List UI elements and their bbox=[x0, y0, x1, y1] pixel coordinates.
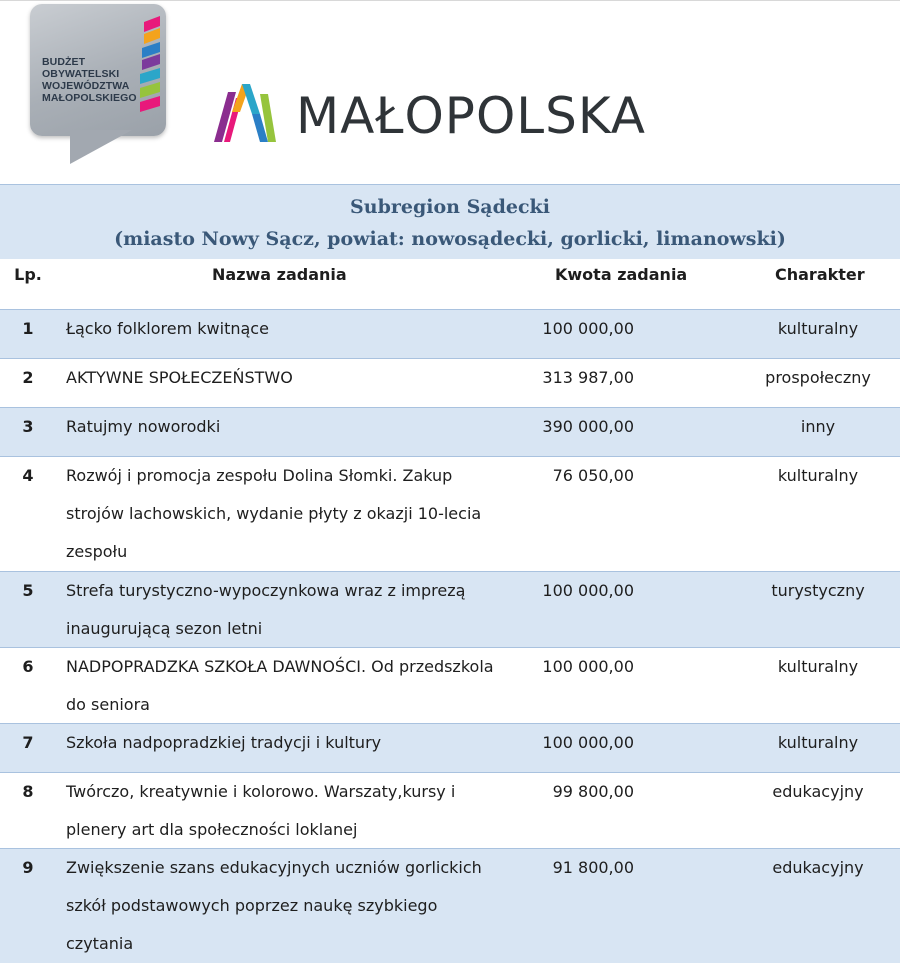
subregion-title-line2: (miasto Nowy Sącz, powiat: nowosądecki, gorlicki, limanowski) bbox=[114, 228, 786, 250]
row-number: 7 bbox=[22, 733, 34, 752]
row-amount: 99 800,00 bbox=[552, 782, 634, 801]
row-name: Zwiększenie szans edukacyjnych uczniów gorlickich szkół podstawowych poprzez naukę szybkiego czytania bbox=[66, 858, 482, 953]
row-number: 4 bbox=[22, 466, 34, 485]
row-name: Strefa turystyczno-wypoczynkowa wraz z imprezą inaugurującą sezon letni bbox=[66, 581, 466, 638]
row-number: 6 bbox=[22, 657, 34, 676]
row-number: 5 bbox=[22, 581, 34, 600]
row-amount: 100 000,00 bbox=[542, 581, 634, 600]
row-name: Ratujmy noworodki bbox=[66, 417, 221, 436]
table-header bbox=[0, 259, 900, 309]
row-name: Twórczo, kreatywnie i kolorowo. Warszaty,kursy i plenery art dla społeczności loklanej bbox=[66, 782, 456, 839]
malopolska-m-mark-icon bbox=[214, 84, 278, 146]
row-name: AKTYWNE SPOŁECZEŃSTWO bbox=[66, 368, 293, 387]
row-type: edukacyjny bbox=[772, 782, 864, 801]
brand-wordmark: MAŁOPOLSKA bbox=[296, 87, 647, 145]
table-row bbox=[0, 309, 900, 358]
table-row bbox=[0, 772, 900, 848]
projects-table bbox=[0, 184, 900, 963]
badge-line: WOJEWÓDZTWA bbox=[42, 80, 130, 92]
row-amount: 100 000,00 bbox=[542, 733, 634, 752]
row-number: 3 bbox=[22, 417, 34, 436]
table-row bbox=[0, 407, 900, 456]
speech-bubble-tail bbox=[70, 130, 132, 164]
badge-line: BUDŻET bbox=[42, 56, 86, 68]
row-amount: 100 000,00 bbox=[542, 319, 634, 338]
row-type: prospołeczny bbox=[765, 368, 871, 387]
row-type: kulturalny bbox=[777, 657, 859, 676]
row-amount: 100 000,00 bbox=[542, 657, 634, 676]
header-lp: Lp. bbox=[14, 265, 42, 284]
row-type: turystyczny bbox=[771, 581, 865, 600]
row-amount: 313 987,00 bbox=[542, 368, 634, 387]
row-type: inny bbox=[800, 417, 836, 436]
row-number: 8 bbox=[22, 782, 34, 801]
subregion-title bbox=[0, 184, 900, 259]
badge-color-stripes-icon bbox=[134, 16, 164, 126]
row-name: Szkoła nadpopradzkiej tradycji i kultury bbox=[66, 733, 382, 752]
row-name: Rozwój i promocja zespołu Dolina Słomki. Zakup strojów lachowskich, wydanie płyty z okazji 10-lecia zespołu bbox=[66, 466, 482, 561]
table-row bbox=[0, 571, 900, 647]
row-type: edukacyjny bbox=[772, 858, 864, 877]
row-amount: 76 050,00 bbox=[552, 466, 634, 485]
row-type: kulturalny bbox=[777, 733, 859, 752]
row-number: 2 bbox=[22, 368, 34, 387]
row-number: 1 bbox=[22, 319, 34, 338]
table-row bbox=[0, 358, 900, 407]
row-amount: 91 800,00 bbox=[552, 858, 634, 877]
table-row bbox=[0, 723, 900, 772]
budget-badge-logo bbox=[30, 4, 170, 164]
row-type: kulturalny bbox=[777, 466, 859, 485]
header-amount: Kwota zadania bbox=[555, 265, 688, 284]
row-type: kulturalny bbox=[777, 319, 859, 338]
badge-line: OBYWATELSKI bbox=[42, 68, 120, 80]
table-row bbox=[0, 456, 900, 571]
row-name: Łącko folklorem kwitnące bbox=[66, 319, 269, 338]
table-row bbox=[0, 848, 900, 963]
row-amount: 390 000,00 bbox=[542, 417, 634, 436]
row-number: 9 bbox=[22, 858, 34, 877]
top-border bbox=[0, 0, 900, 1]
row-name: NADPOPRADZKA SZKOŁA DAWNOŚCI. Od przedszkola do seniora bbox=[66, 657, 494, 714]
badge-line: MAŁOPOLSKIEGO bbox=[42, 92, 137, 104]
table-row bbox=[0, 647, 900, 723]
header-type: Charakter bbox=[775, 265, 865, 284]
subregion-title-line1: Subregion Sądecki bbox=[350, 196, 550, 218]
header-name: Nazwa zadania bbox=[212, 265, 347, 284]
